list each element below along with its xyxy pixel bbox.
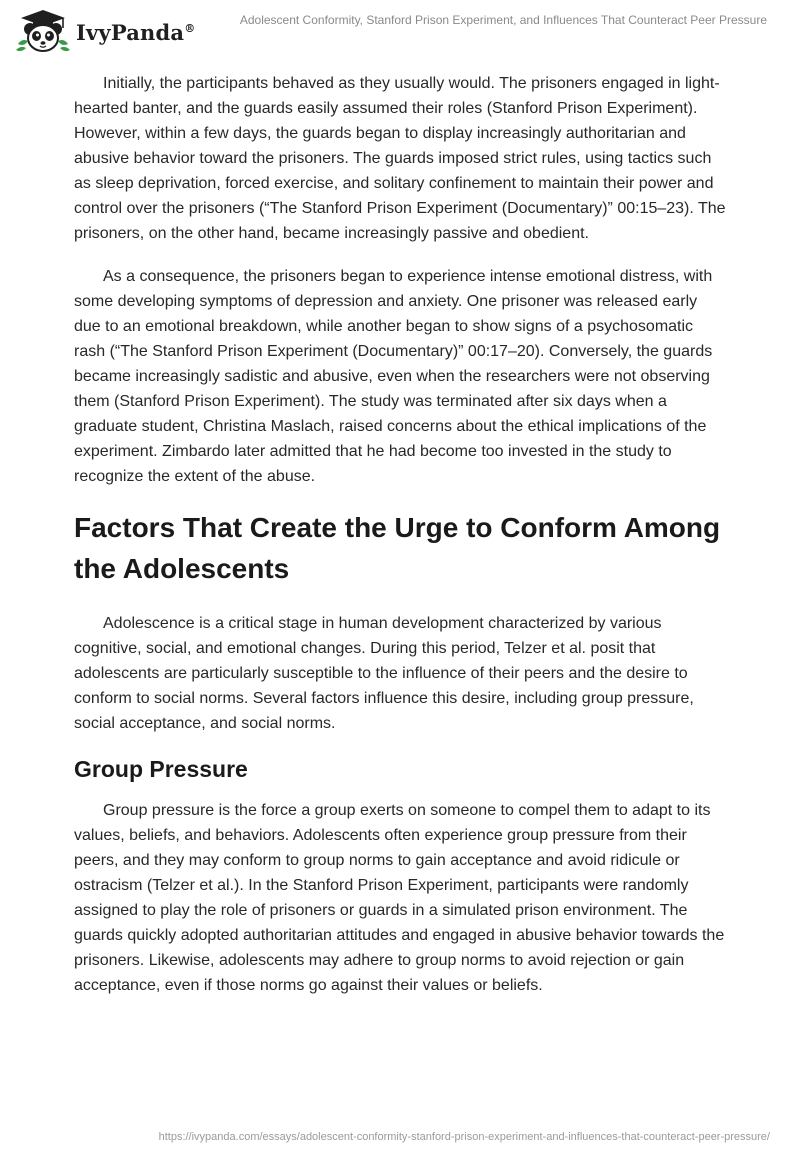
paragraph: Initially, the participants behaved as they usually would. The prisoners engaged in light-hearted banter, and the guards easily assumed their roles (Stanford Prison Experiment). However, within a few days, the guards began to display increasingly authoritarian and abusive behavior toward the prisoners. The guards imposed strict rules, using tactics such as sleep deprivation, forced exercise, and solitary confinement to maintain their power and control over the prisoners (“The Stanford Prison Experiment (Documentary)” 00:15–23). The prisoners, on the other hand, became increasingly passive and obedient. [74, 75, 726, 242]
subsection-heading: Group Pressure [74, 756, 248, 782]
page-header [0, 0, 800, 62]
source-url[interactable]: https://ivypanda.com/essays/adolescent-conformity-stanford-prison-experiment-and-influences-that-counteract-peer-pressure/ [158, 1131, 770, 1143]
panda-graduate-icon [14, 8, 72, 54]
section-heading: Factors That Create the Urge to Conform Among the Adolescents [74, 512, 721, 584]
document-title: Adolescent Conformity, Stanford Prison Experiment, and Influences That Counteract Peer Pressure [239, 13, 767, 27]
essay-body [74, 71, 728, 1016]
paragraph: Adolescence is a critical stage in human development characterized by various cognitive, social, and emotional changes. During this period, Telzer et al. posit that adolescents are particularly susceptible to the influence of their peers and the desire to conform to social norms. Several factors influence this desire, including group pressure, social acceptance, and social norms. [74, 615, 694, 732]
brand-name: IvyPanda® [76, 19, 196, 45]
brand-logo[interactable] [14, 8, 195, 54]
paragraph: Group pressure is the force a group exerts on someone to compel them to adapt to its values, beliefs, and behaviors. Adolescents often experience group pressure from their peers, and they may conform to group norms to gain acceptance and avoid ridicule or ostracism (Telzer et al.). In the Stanford Prison Experiment, participants were randomly assigned to play the role of prisoners or guards in a simulated prison environment. The guards quickly adopted authoritarian attitudes and engaged in abusive behavior towards the prisoners. Likewise, adolescents may adhere to group norms to avoid rejection or gain acceptance, even if those norms go against their values or beliefs. [74, 802, 725, 994]
registered-mark: ® [184, 21, 196, 35]
paragraph: As a consequence, the prisoners began to experience intense emotional distress, with some developing symptoms of depression and anxiety. One prisoner was released early due to an emotional breakdown, while another began to show signs of a psychosomatic rash (“The Stanford Prison Experiment (Documentary)” 00:17–20). Conversely, the guards became increasingly sadistic and abusive, even when the researchers were not observing them (Stanford Prison Experiment). The study was terminated after six days when a graduate student, Christina Maslach, raised concerns about the ethical implications of the experiment. Zimbardo later admitted that he had become too invested in the study to recognize the extent of the abuse. [74, 268, 713, 485]
